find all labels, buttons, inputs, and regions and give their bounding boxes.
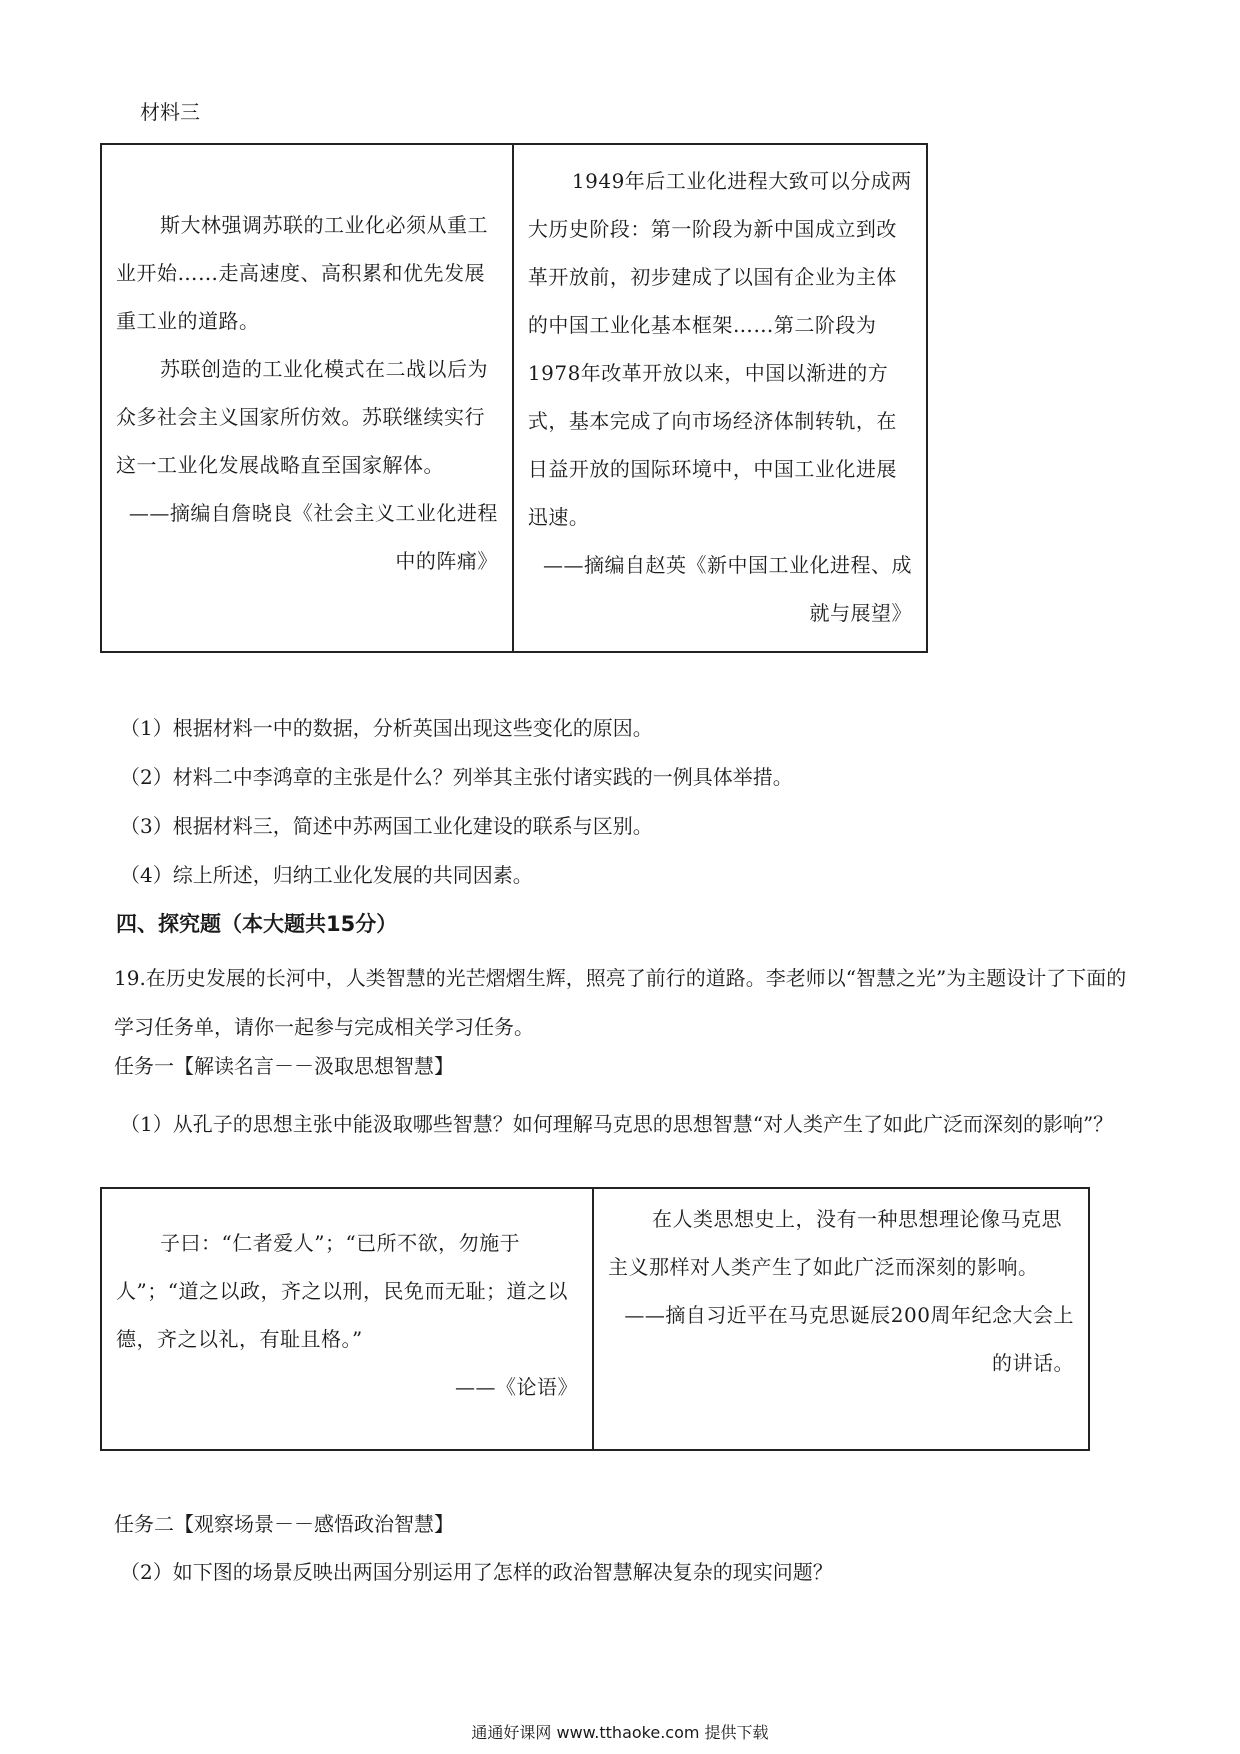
material3-label: 材料三 xyxy=(140,100,200,124)
soviet-paragraph-1: 斯大林强调苏联的工业化必须从重工业开始……走高速度、高积累和优先发展重工业的道路。 xyxy=(116,213,488,333)
task-2-question: （2）如下图的场景反映出两国分别运用了怎样的政治智慧解决复杂的现实问题？ xyxy=(120,1560,833,1584)
question-3: （3）根据材料三，简述中苏两国工业化建设的联系与区别。 xyxy=(120,814,653,838)
soviet-paragraph-2: 苏联创造的工业化模式在二战以后为众多社会主义国家所仿效。苏联继续实行这一工业化发展战略直至国家解体。 xyxy=(116,357,488,477)
task-1-question: （1）从孔子的思想主张中能汲取哪些智慧？如何理解马克思的思想智慧“对人类产生了如此广泛而深刻的影响”？ xyxy=(120,1112,1114,1136)
marx-cell xyxy=(593,1188,1089,1450)
section-4-heading: 四、探究题（本大题共15分） xyxy=(116,912,398,936)
analects-cell xyxy=(101,1188,593,1450)
material3-left-cell xyxy=(101,144,513,652)
material3-table xyxy=(100,143,928,653)
marx-source: ——摘自习近平在马克思诞辰200周年纪念大会上的讲话。 xyxy=(624,1303,1074,1375)
analects-source: ——《论语》 xyxy=(455,1375,579,1399)
question-4: （4）综上所述，归纳工业化发展的共同因素。 xyxy=(120,863,533,887)
question-1: （1）根据材料一中的数据，分析英国出现这些变化的原因。 xyxy=(120,716,653,740)
page-footer: 通通好课网 www.tthaoke.com 提供下载 xyxy=(471,1723,769,1742)
task-2-label: 任务二【观察场景－－感悟政治智慧】 xyxy=(114,1512,454,1536)
soviet-source: ——摘编自詹晓良《社会主义工业化进程中的阵痛》 xyxy=(128,501,498,573)
china-source: ——摘编自赵英《新中国工业化进程、成就与展望》 xyxy=(543,553,912,625)
material3-right-cell xyxy=(513,144,927,652)
question-2: （2）材料二中李鸿章的主张是什么？列举其主张付诸实践的一例具体举措。 xyxy=(120,765,793,789)
analects-quote: 子曰：“仁者爱人”；“已所不欲，勿施于人”；“道之以政，齐之以刑，民免而无耻；道之以德，齐之以礼，有耻且格。” xyxy=(116,1231,568,1351)
task-1-label: 任务一【解读名言－－汲取思想智慧】 xyxy=(114,1054,454,1078)
task-1-table xyxy=(100,1187,1090,1451)
marx-quote: 在人类思想史上，没有一种思想理论像马克思主义那样对人类产生了如此广泛而深刻的影响。 xyxy=(608,1207,1063,1279)
question-19-intro: 19.在历史发展的长河中，人类智慧的光芒熠熠生辉，照亮了前行的道路。李老师以“智慧之光”为主题设计了下面的学习任务单，请你一起参与完成相关学习任务。 xyxy=(114,966,1127,1039)
china-paragraph: 1949年后工业化进程大致可以分成两大历史阶段：第一阶段为新中国成立到改革开放前，初步建成了以国有企业为主体的中国工业化基本框架……第二阶段为1978年改革开放以来，中国以渐进的方式，基本完成了向市场经济体制转轨，在日益开放的国际环境中，中国工业化进展迅速。 xyxy=(527,169,912,529)
